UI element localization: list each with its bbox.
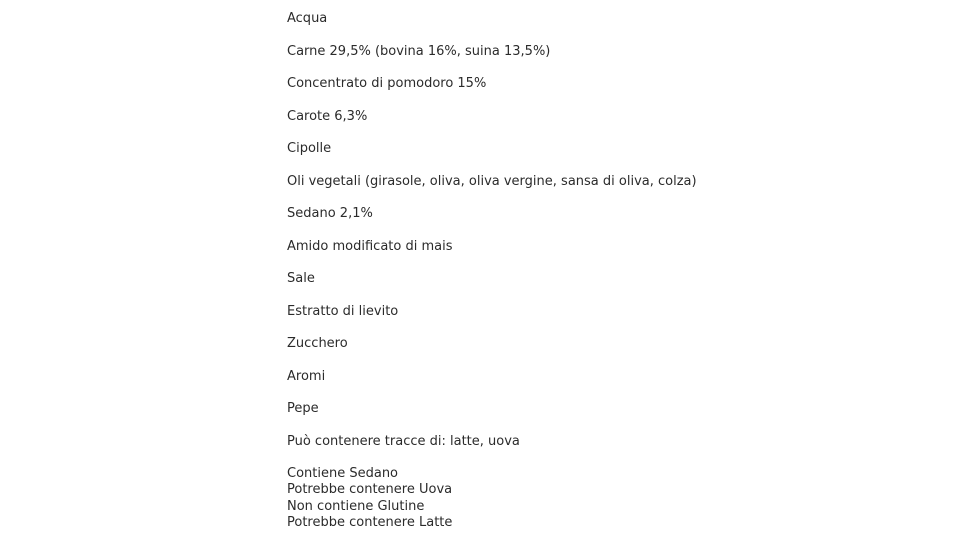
ingredient-item: Pepe bbox=[287, 401, 319, 416]
allergen-line: Contiene Sedano bbox=[287, 466, 399, 481]
ingredient-item: Sedano 2,1% bbox=[287, 206, 373, 221]
ingredient-item: Zucchero bbox=[287, 336, 348, 351]
ingredient-item: Amido modificato di mais bbox=[287, 238, 453, 254]
ingredient-list bbox=[287, 11, 697, 531]
ingredient-item: Carne 29,5% (bovina 16%, suina 13,5%) bbox=[287, 43, 551, 59]
allergen-line: Non contiene Glutine bbox=[287, 498, 425, 514]
ingredient-item: Cipolle bbox=[287, 141, 332, 156]
ingredient-item: Oli vegetali (girasole, oliva, oliva vergine, sansa di oliva, colza) bbox=[287, 173, 697, 189]
traces-warning: Può contenere tracce di: latte, uova bbox=[287, 433, 520, 449]
ingredient-item: Estratto di lievito bbox=[287, 303, 399, 319]
allergen-line: Potrebbe contenere Latte bbox=[287, 514, 453, 530]
allergen-line: Potrebbe contenere Uova bbox=[287, 482, 453, 498]
allergen-summary bbox=[287, 466, 697, 531]
ingredient-item: Concentrato di pomodoro 15% bbox=[287, 76, 487, 91]
ingredient-item: Acqua bbox=[287, 11, 328, 26]
ingredient-item: Sale bbox=[287, 271, 315, 286]
ingredient-item: Aromi bbox=[287, 368, 326, 384]
ingredient-item: Carote 6,3% bbox=[287, 108, 368, 124]
